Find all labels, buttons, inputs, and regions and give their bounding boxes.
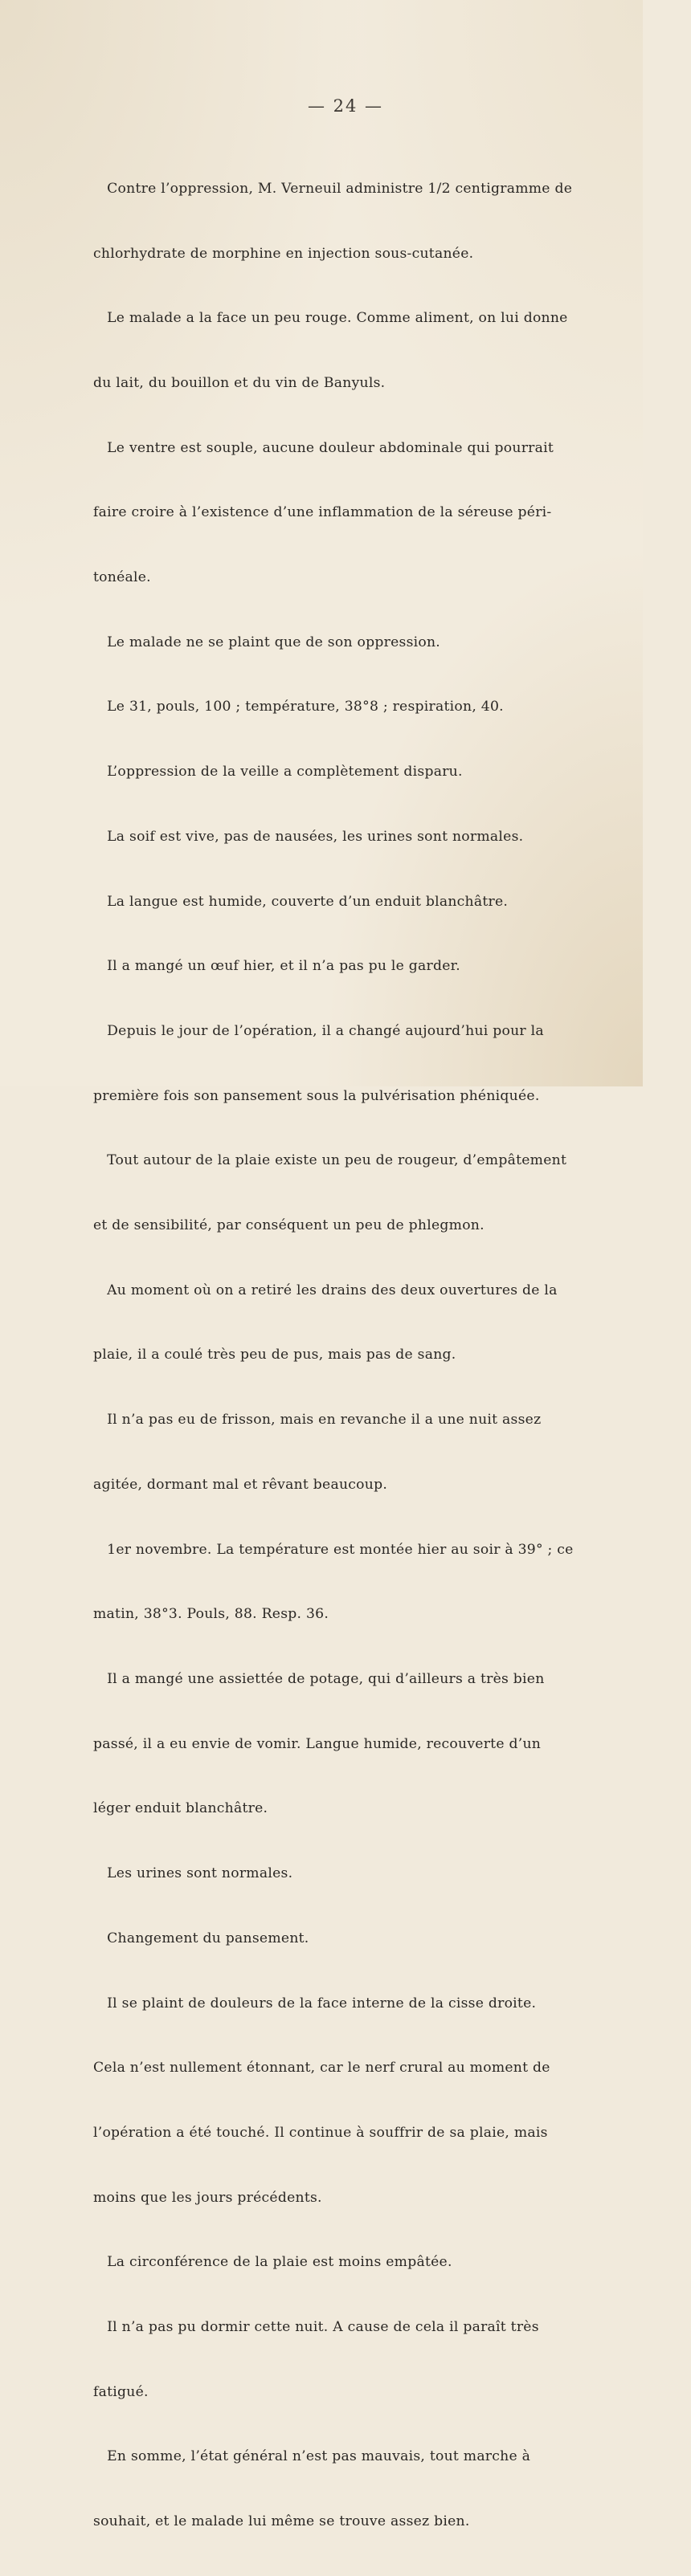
text-line: Le malade ne se plaint que de son oppression. xyxy=(93,634,441,650)
text-line: fatigué. xyxy=(93,2383,149,2400)
text-line: Il n’a pas pu dormir cette nuit. A cause de cela il paraît très xyxy=(93,2319,539,2336)
text-line: moins que les jours précédents. xyxy=(93,2189,322,2206)
text-line: La soif est vive, pas de nausées, les urines sont normales. xyxy=(93,828,524,845)
text-line: Contre l’oppression, M. Verneuil administre 1/2 centigramme de xyxy=(93,180,573,197)
text-line: faire croire à l’existence d’une inflammation de la séreuse péri- xyxy=(93,504,552,521)
page-number: — 24 — xyxy=(307,96,384,116)
text-line: première fois son pansement sous la pulvérisation phéniquée. xyxy=(93,1087,540,1104)
text-line: matin, 38°3. Pouls, 88. Resp. 36. xyxy=(93,1606,329,1623)
text-line: agitée, dormant mal et rêvant beaucoup. xyxy=(93,1476,388,1493)
text-line: L’oppression de la veille a complètement disparu. xyxy=(93,764,463,781)
text-line: Changement du pansement. xyxy=(93,1930,309,1946)
text-line: 1er novembre. La température est montée hier au soir à 39° ; ce xyxy=(93,1541,574,1558)
text-line: Le 31, pouls, 100 ; température, 38°8 ; respiration, 40. xyxy=(93,699,504,715)
text-line: Les urines sont normales. xyxy=(93,1865,293,1882)
text-line: Tout autour de la plaie existe un peu de rougeur, d’empâtement xyxy=(93,1152,567,1169)
text-line: La langue est humide, couverte d’un enduit blanchâtre. xyxy=(93,893,509,910)
text-line: du lait, du bouillon et du vin de Banyuls. xyxy=(93,374,386,391)
text-line: Il a mangé une assiettée de potage, qui d’ailleurs a très bien xyxy=(93,1670,545,1687)
text-line: Le ventre est souple, aucune douleur abdominale qui pourrait xyxy=(93,439,554,456)
text-line: passé, il a eu envie de vomir. Langue humide, recouverte d’un xyxy=(93,1735,542,1752)
text-line: Depuis le jour de l’opération, il a changé aujourd’hui pour la xyxy=(93,1022,544,1039)
text-line: Il n’a pas eu de frisson, mais en revanche il a une nuit assez xyxy=(93,1412,542,1429)
text-line: Au moment où on a retiré les drains des deux ouvertures de la xyxy=(93,1282,558,1298)
text-line: En somme, l’état général n’est pas mauvais, tout marche à xyxy=(93,2448,531,2465)
text-line: l’opération a été touché. Il continue à souffrir de sa plaie, mais xyxy=(93,2124,548,2141)
text-line: léger enduit blanchâtre. xyxy=(93,1800,268,1817)
text-line: Le malade a la face un peu rouge. Comme aliment, on lui donne xyxy=(93,310,568,327)
body-text xyxy=(93,135,641,2576)
text-line: La circonférence de la plaie est moins empâtée. xyxy=(93,2254,452,2271)
text-line: tonéale. xyxy=(93,569,151,586)
text-line: souhait, et le malade lui même se trouve assez bien. xyxy=(93,2513,470,2530)
text-line: plaie, il a coulé très peu de pus, mais pas de sang. xyxy=(93,1347,456,1363)
text-line: chlorhydrate de morphine en injection sous-cutanée. xyxy=(93,245,474,262)
text-line: Il se plaint de douleurs de la face interne de la cisse droite. xyxy=(93,1995,537,2011)
text-line: Il a mangé un œuf hier, et il n’a pas pu le garder. xyxy=(93,958,460,975)
text-line: Cela n’est nullement étonnant, car le nerf crural au moment de xyxy=(93,2060,550,2077)
text-line: et de sensibilité, par conséquent un peu de phlegmon. xyxy=(93,1217,485,1234)
